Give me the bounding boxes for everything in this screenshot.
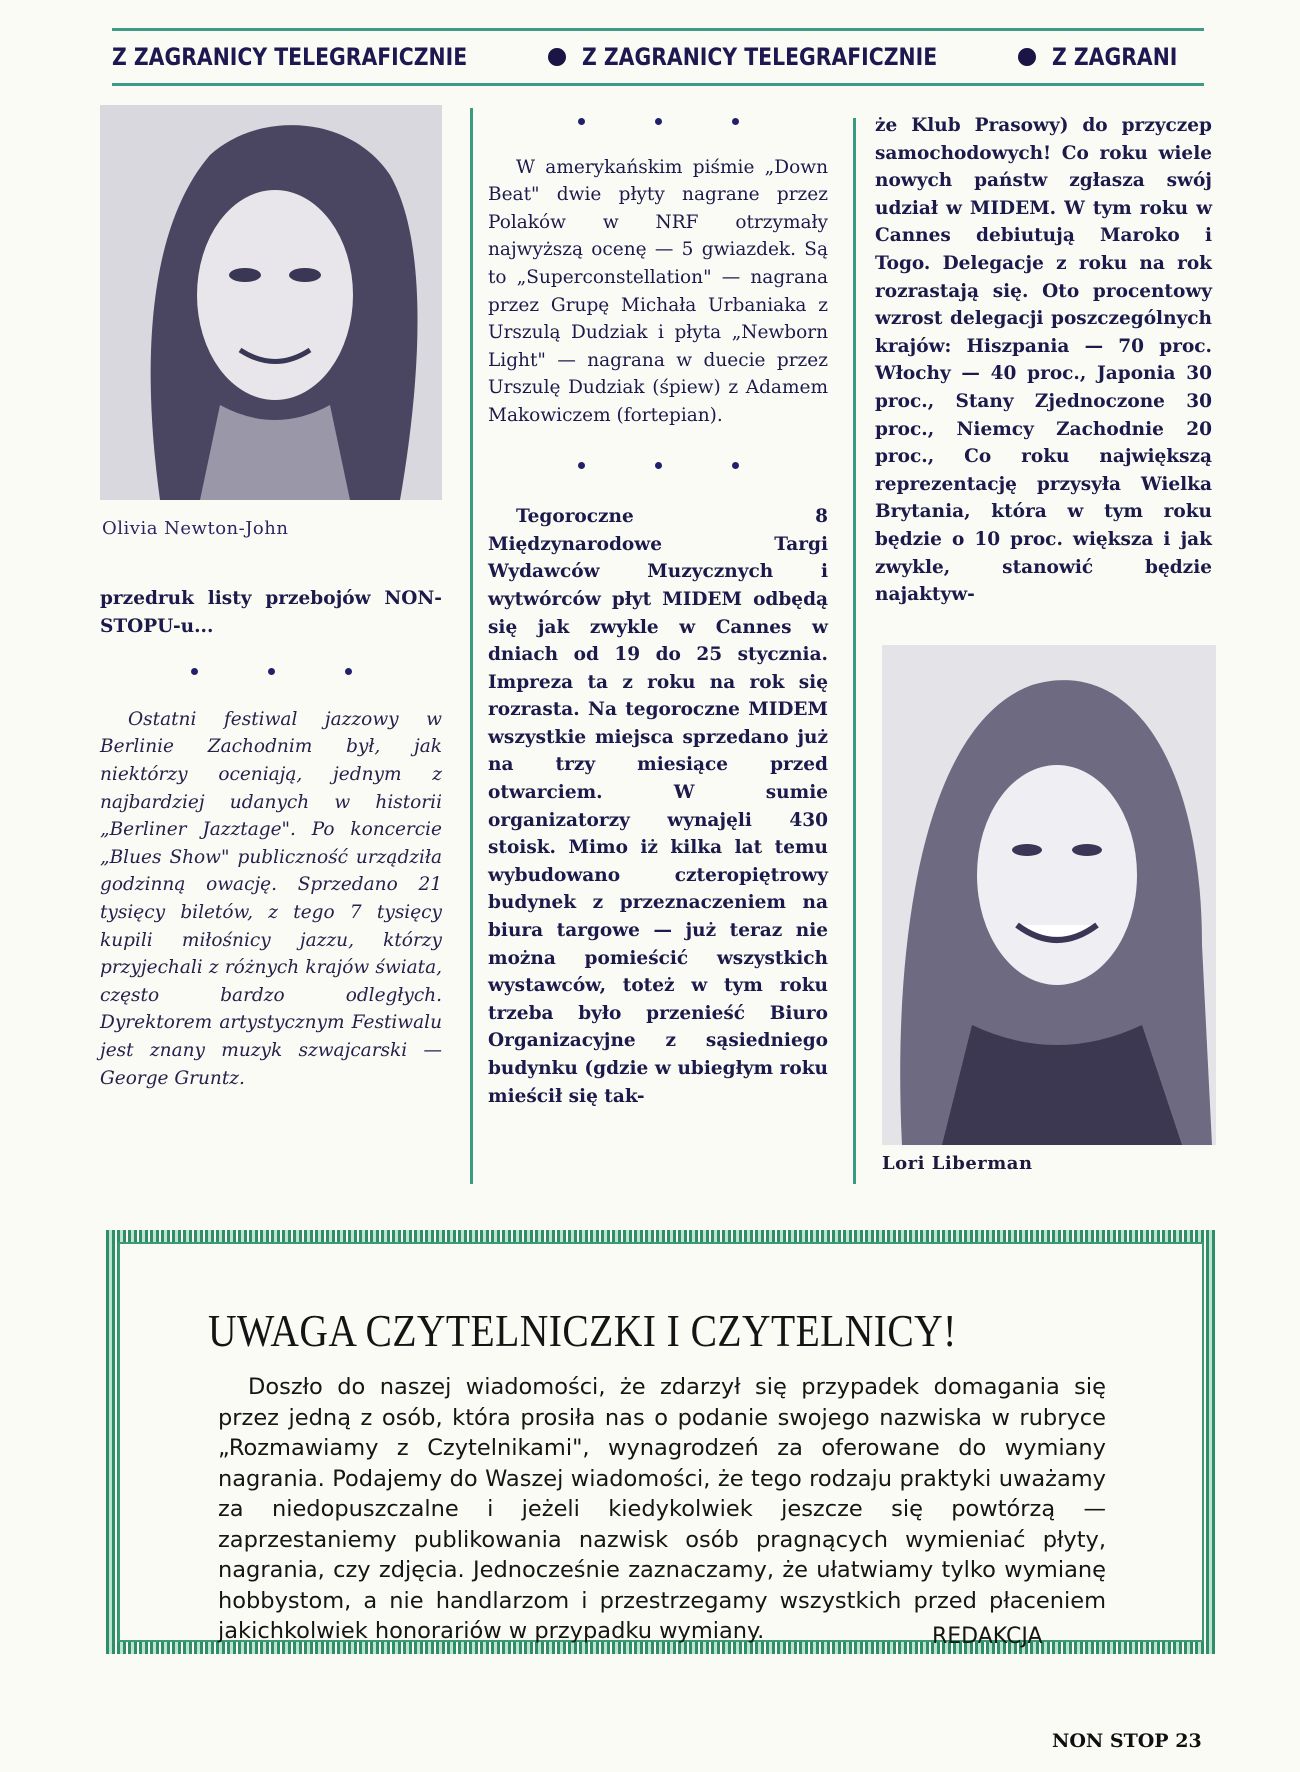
column-divider bbox=[470, 108, 473, 1184]
column-2 bbox=[488, 100, 828, 1110]
photo-olivia-newton-john bbox=[100, 105, 442, 500]
photo-lori-liberman bbox=[882, 645, 1216, 1145]
column-1 bbox=[100, 585, 442, 1092]
header-segment: Z ZAGRANICY TELEGRAFICZNIE bbox=[581, 43, 937, 71]
article-midem: Tegoroczne 8 Międzynarodowe Targi Wydawców Muzycznych i wytwórców płyt MIDEM odbędą się jak zwykle w Cannes w dniach od 19 do 25 stycznia. Impreza ta z roku na rok się rozrasta. Na tegoroczne MIDEM wszystkie miejsca sprzedano już na trzy miesiące przed otwarciem. W sumie organizatorzy wynajęli 430 stoisk. Mimo iż kilka lat temu wybudowano czteropiętrowy budynek z przeznaczeniem na biura targowe — już teraz nie można pomieścić wszystkich wystawców, toteż w tym roku trzeba było przenieść Biuro Organizacyjne z sąsiedniego budynku (gdzie w ubiegłym roku mieścił się tak- bbox=[488, 506, 828, 1107]
photo-caption: Olivia Newton-John bbox=[102, 518, 289, 539]
page-number: 23 bbox=[1175, 1730, 1202, 1752]
notice-box bbox=[106, 1230, 1216, 1654]
portrait-image bbox=[100, 105, 442, 500]
column-divider bbox=[853, 118, 856, 1184]
header-segment: Z ZAGRANICY TELEGRAFICZNIE bbox=[112, 43, 468, 71]
notice-paragraph: Doszło do naszej wiadomości, że zdarzył się przypadek domagania się przez jedną z osób, która prosiła nas o podanie swojego nazwiska w rubryce „Rozmawiamy z Czytelnikami", wynagrodzeń za oferowane do wymiany nagrania. Podajemy do Waszej wiadomości, że tego rodzaju praktyki uważamy za niedopuszczalne i jeżeli kiedykolwiek jeszcze się powtórzą — zaprzestaniemy publikowania nazwisk osób pragnących wymieniać płyty, nagrania, czy zdjęcia. Jednocześnie zaznaczamy, że ułatwiamy tylko wymianę hobbystom, a nie handlarzom i przestrzegamy wszystkich przed płaceniem jakichkolwiek honorariów w przypadku wymiany. bbox=[218, 1374, 1106, 1644]
section-separator bbox=[100, 658, 442, 686]
photo-caption: Lori Liberman bbox=[882, 1153, 1033, 1174]
magazine-name: NON STOP bbox=[1052, 1730, 1169, 1752]
section-separator bbox=[488, 452, 828, 480]
section-header-banner bbox=[112, 28, 1204, 86]
portrait-image bbox=[882, 645, 1216, 1145]
page-footer bbox=[1052, 1730, 1202, 1752]
fragment-text: przedruk listy przebojów NON-STOPU-u... bbox=[100, 588, 442, 637]
notice-signature: REDAKCJA bbox=[932, 1624, 1043, 1649]
section-separator bbox=[488, 108, 828, 136]
column-3 bbox=[875, 112, 1212, 609]
header-segment: Z ZAGRANI bbox=[1051, 43, 1178, 71]
bullet-icon bbox=[548, 48, 566, 66]
notice-title: UWAGA CZYTELNICZKI I CZYTELNICY! bbox=[208, 1305, 957, 1356]
article-midem-continued: że Klub Prasowy) do przyczep samochodowych! Co roku wiele nowych państw zgłasza swój udział w MIDEM. W tym roku w Cannes debiutują Maroko i Togo. Delegacje z roku na rok rozrastają się. Oto procentowy wzrost delegacji poszczególnych krajów: Hiszpania — 70 proc. Włochy — 40 proc., Japonia 30 proc., Stany Zjednoczone 30 proc., Niemcy Zachodnie 20 proc., Co roku największą reprezentację przysyła Wielka Brytania, która w tym roku będzie o 10 proc. większa i jak zwykle, stanowić będzie najaktyw- bbox=[875, 115, 1212, 606]
article-berlin-jazz: Ostatni festiwal jazzowy w Berlinie Zachodnim był, jak niektórzy oceniają, jednym z najbardziej udanych w historii „Berliner Jazztage". Po koncercie „Blues Show" publiczność urządziła godzinną owację. Sprzedano 21 tysięcy biletów, z tego 7 tysięcy kupili miłośnicy jazzu, którzy przyjechali z różnych krajów świata, często bardzo odległych. Dyrektorem artystycznym Festiwalu jest znany muzyk szwajcarski — George Gruntz. bbox=[100, 708, 442, 1089]
bullet-icon bbox=[1018, 48, 1036, 66]
notice-body bbox=[218, 1372, 1106, 1647]
article-down-beat: W amerykańskim piśmie „Down Beat" dwie płyty nagrane przez Polaków w NRF otrzymały najwyższą ocenę — 5 gwiazdek. Są to „Superconstellation" — nagrana przez Grupę Michała Urbaniaka z Urszulą Dudziak i płyta „Newborn Light" — nagrana w duecie przez Urszulę Dudziak (śpiew) z Adamem Makowiczem (fortepian). bbox=[488, 156, 828, 426]
